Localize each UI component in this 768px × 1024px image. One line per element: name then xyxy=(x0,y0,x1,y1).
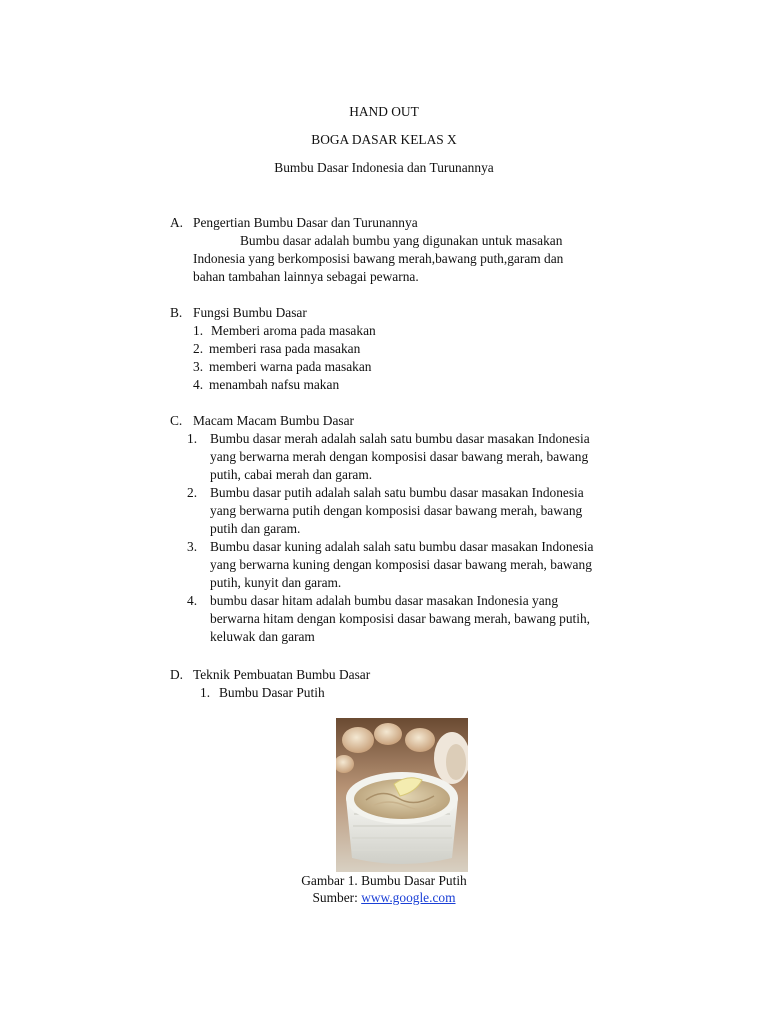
doc-title: HAND OUT xyxy=(349,104,419,119)
section-a-line: Indonesia yang berkomposisi bawang merah,bawang puth,garam dan xyxy=(193,251,564,266)
list-item-line: berwarna hitam dengan komposisi dasar bawang merah, bawang putih, xyxy=(210,611,591,626)
section-d-letter: D. xyxy=(170,667,184,682)
source-link[interactable]: www.google.com xyxy=(361,890,456,905)
list-item-line: Bumbu dasar kuning adalah salah satu bumbu dasar masakan Indonesia xyxy=(210,539,594,554)
section-a-line: bahan tambahan lainnya sebagai pewarna. xyxy=(193,269,419,284)
figure-source xyxy=(0,890,768,906)
doc-subject: BOGA DASAR KELAS X xyxy=(311,132,457,147)
section-b-heading: Fungsi Bumbu Dasar xyxy=(193,305,307,320)
list-item: Bumbu Dasar Putih xyxy=(219,685,325,700)
section-c-heading: Macam Macam Bumbu Dasar xyxy=(193,413,355,428)
list-item-number: 2. xyxy=(187,485,198,500)
list-item-number: 4. xyxy=(187,593,198,608)
list-item-number: 3. xyxy=(187,539,198,554)
section-a-line: Bumbu dasar adalah bumbu yang digunakan untuk masakan xyxy=(240,233,563,248)
list-item-number: 1. xyxy=(187,431,198,446)
list-item-number: 4. xyxy=(193,377,204,392)
list-item-line: yang berwarna putih dengan komposisi dasar bawang merah, bawang xyxy=(210,503,583,518)
list-item-number: 2. xyxy=(193,341,204,356)
list-item-line: putih, cabai merah dan garam. xyxy=(210,467,373,482)
section-a-letter: A. xyxy=(170,215,184,230)
list-item: memberi warna pada masakan xyxy=(209,359,372,374)
section-b-letter: B. xyxy=(170,305,183,320)
list-item-line: bumbu dasar hitam adalah bumbu dasar masakan Indonesia yang xyxy=(210,593,559,608)
figure-caption: Gambar 1. Bumbu Dasar Putih xyxy=(301,873,467,888)
list-item-number: 1. xyxy=(193,323,204,338)
bumbu-putih-photo xyxy=(336,718,468,872)
section-d-heading: Teknik Pembuatan Bumbu Dasar xyxy=(193,667,371,682)
figure-source-label: Sumber: xyxy=(312,890,362,905)
list-item: Memberi aroma pada masakan xyxy=(211,323,376,338)
section-c-letter: C. xyxy=(170,413,183,428)
list-item-line: putih, kunyit dan garam. xyxy=(210,575,342,590)
list-item-number: 1. xyxy=(200,685,211,700)
section-a-heading: Pengertian Bumbu Dasar dan Turunannya xyxy=(193,215,418,230)
list-item-line: putih dan garam. xyxy=(210,521,301,536)
doc-topic: Bumbu Dasar Indonesia dan Turunannya xyxy=(274,160,494,175)
list-item-line: yang berwarna kuning dengan komposisi dasar bawang merah, bawang xyxy=(210,557,592,572)
list-item-line: Bumbu dasar merah adalah salah satu bumbu dasar masakan Indonesia xyxy=(210,431,590,446)
list-item: menambah nafsu makan xyxy=(209,377,340,392)
list-item: memberi rasa pada masakan xyxy=(209,341,361,356)
list-item-number: 3. xyxy=(193,359,204,374)
list-item-line: Bumbu dasar putih adalah salah satu bumbu dasar masakan Indonesia xyxy=(210,485,584,500)
list-item-line: keluwak dan garam xyxy=(210,629,315,644)
list-item-line: yang berwarna merah dengan komposisi dasar bawang merah, bawang xyxy=(210,449,589,464)
